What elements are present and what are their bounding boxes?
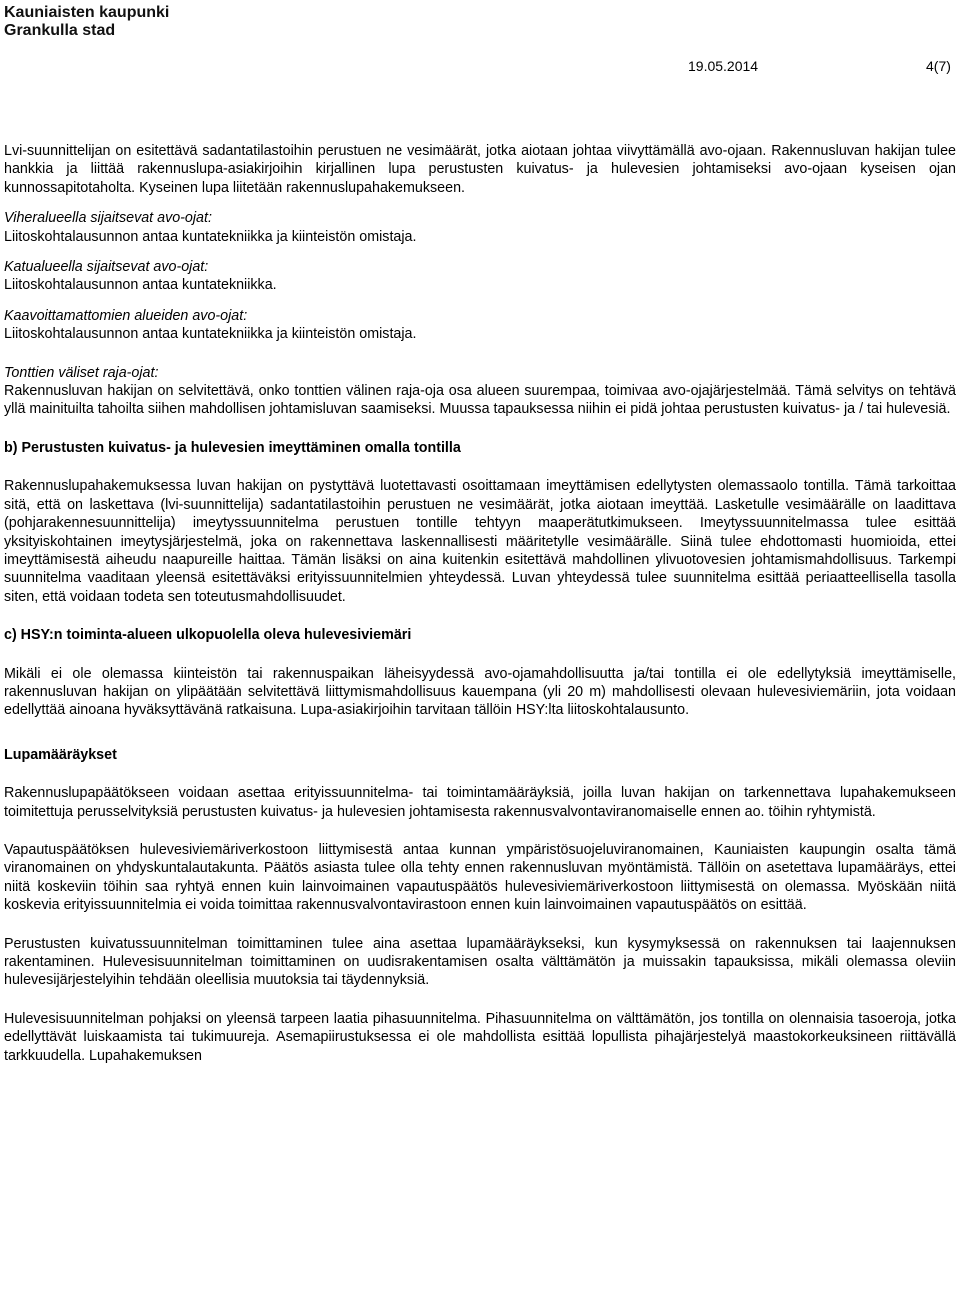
paragraph-intro: Lvi-suunnittelijan on esitettävä sadantatilastoihin perustuen ne vesimäärät, jotka aiotaan johtaa viivyttämällä avo-ojaan. Rakennusluvan hakijan tulee hankkia ja liittää rakennuslupa-asiakirjoihin kirjallinen lupa perustusten kuivatus- ja hulevesien johtamiseksi avo-ojaan kyseisen ojan kunnossapitotaholta. Kyseinen lupa liitetään rakennuslupahakemukseen. (4, 143, 956, 196)
page-number: 4(7) (926, 58, 951, 74)
subheading-raja-ojat: Tonttien väliset raja-ojat: (4, 364, 159, 381)
section-heading-b: b) Perustusten kuivatus- ja hulevesien imeyttäminen omalla tontilla (4, 439, 461, 456)
text-kaavoittamaton: Liitoskohtalausunnon antaa kuntatekniikka ja kiinteistön omistaja. (4, 326, 417, 343)
text-viheralue: Liitoskohtalausunnon antaa kuntatekniikka ja kiinteistön omistaja. (4, 228, 417, 245)
section-heading-lupamaaraykset: Lupamääräykset (4, 746, 117, 763)
paragraph-lupa-3: Perustusten kuivatussuunnitelman toimittaminen tulee aina asettaa lupamääräykseksi, kun kysymyksessä on rakennuksen tai laajennuksen rakentaminen. Hulevesisuunnitelman toimittaminen on uudisrakentamisen osalta välttämätön ja muissakin tapauksissa, mikäli olemassa oleviin hulevesijärjestelyihin tehdään oleellisia muutoksia tai täydennyksiä. (4, 935, 956, 989)
logo-line-1: Kauniaisten kaupunki (4, 4, 170, 21)
subheading-katualue: Katualueella sijaitsevat avo-ojat: (4, 259, 209, 276)
paragraph-b: Rakennuslupahakemuksessa luvan hakijan on pystyttävä luotettavasti osoittamaan imeyttämisen edellytysten olemassaolo tontilla. Tämä tarkoittaa sitä, että on laskettava (lvi-suunnittelija) sadantatilastoihin perustuen ne vesimäärät, jotka aiotaan imeyttää. Lasketulle vesimäärälle on laadittava (pohjarakennesuunnittelija) imeytyssuunnitelma perustuen tontille tehtyyn maaperätutkimukseen. Imeytyssuunnitelmassa tulee esittää yksityiskohtainen imeytysjärjestelmä, joka on rakennettava laskennallisesti määritetylle vesimäärälle. Siinä tulee ehdottomasti huomioida, ettei imeyttämisestä aiheudu naapureille haittaa. Tämän lisäksi on aina kuitenkin esitettävä mahdollinen ylivuotovesien johtamismahdollisuus. Tarkempi suunnitelma vaaditaan yleensä esitettäväksi erityissuunnitelmien yhteydessä. Luvan yhteydessä tulee suunnitelma esittää periaatteellisella tasolla siten, että voidaan todeta sen toteutusmahdollisuudet. (4, 478, 956, 605)
document-date: 19.05.2014 (688, 58, 759, 74)
text-raja-ojat: Rakennusluvan hakijan on selvitettävä, onko tonttien välinen raja-oja osa alueen suurempaa, toimivaa avo-ojajärjestelmää. Tämä selvitys on tehtävä yllä mainituilta tahoilta siihen mahdollisen johtamisluvan saamiseksi. Muussa tapauksessa niihin ei pidä johtaa perustusten kuivatus- ja / tai hulevesiä. (4, 383, 956, 418)
section-heading-c: c) HSY:n toiminta-alueen ulkopuolella oleva hulevesiviemäri (4, 627, 412, 644)
document-body (4, 142, 956, 1065)
city-logo (4, 4, 169, 40)
subheading-kaavoittamaton: Kaavoittamattomien alueiden avo-ojat: (4, 307, 248, 324)
text-katualue: Liitoskohtalausunnon antaa kuntatekniikka. (4, 277, 277, 294)
subheading-viheralue: Viheralueella sijaitsevat avo-ojat: (4, 210, 212, 227)
logo-line-2: Grankulla stad (4, 22, 116, 39)
paragraph-lupa-4: Hulevesisuunnitelman pohjaksi on yleensä tarpeen laatia pihasuunnitelma. Pihasuunnitelma on välttämätön, jos tontilla on olennaisia tasoeroja, jotka edellyttävät luiskaamista tai tukimuureja. Asemapiirustuksessa ei ole mahdollista esittää lopullista pihajärjestelyä maastokorkeuksineen riittävällä tarkkuudella. Lupahakemuksen (4, 1010, 956, 1064)
paragraph-lupa-1: Rakennuslupapäätökseen voidaan asettaa erityissuunnitelma- tai toimintamääräyksiä, joilla luvan hakijan on tarkennettava lupahakemukseen toimitettuja perusselvityksiä perustusten kuivatus- ja hulevesien johtamisesta rakennusvalvontaviranomaiselle ennen ao. töihin ryhtymistä. (4, 785, 956, 820)
paragraph-lupa-2: Vapautuspäätöksen hulevesiviemäriverkostoon liittymisestä antaa kunnan ympäristösuojeluviranomainen, Kauniaisten kaupungin osalta tämä viranomainen on yhdyskuntalautakunta. Päätös asiasta tulee olla tehty ennen rakennusluvan myöntämistä. Tällöin on asetettava lupamääräys, ettei niitä koskeviin töihin saa ryhtyä ennen kuin lainvoimainen vapautuspäätös hulevesiviemäriverkostoon liittymisestä on olemassa. Myöskään niitä koskevia erityissuunnitelmia ei voida toimittaa rakennusvalvontavirastoon ennen kuin lainvoimainen vapautuspäätös on esittää. (4, 841, 956, 914)
paragraph-c: Mikäli ei ole olemassa kiinteistön tai rakennuspaikan läheisyydessä avo-ojamahdollisuutta ja/tai tontilla ei ole edellytyksiä imeyttämiselle, rakennusluvan hakijan on ylipäätään selvitettävä liittymismahdollisuus kauempana (yli 20 m) mahdollisesti olevaan hulevesiviemäriin, jota voidaan edellyttää ainoana hyväksyttävänä ratkaisuna. Lupa-asiakirjoihin tarvitaan tällöin HSY:lta liitoskohtalausunto. (4, 665, 956, 719)
